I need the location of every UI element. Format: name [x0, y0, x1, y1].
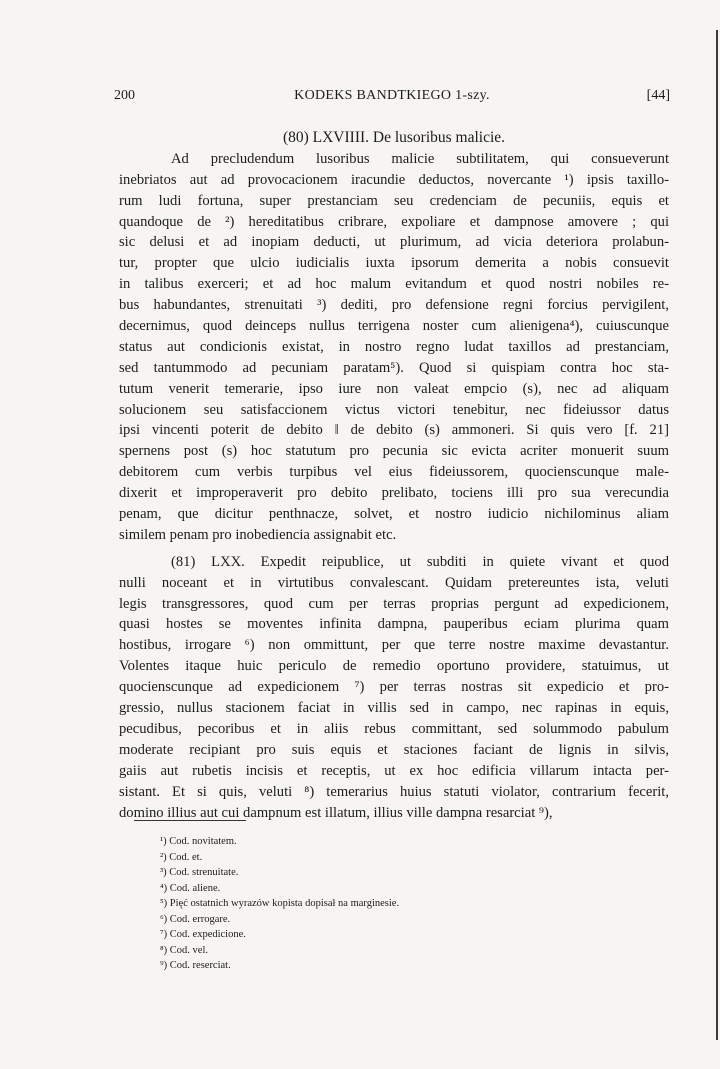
text-line: ipsi vincenti poterit de debito ‖ de debito (s) ammoneri. Si quis vero [f. 21] [119, 422, 669, 439]
text-line: dixerit et improperaverit pro debito prelibato, tociens illi pro sua verecundia [119, 485, 669, 502]
footnote: ³) Cod. strenuitate. [160, 867, 239, 878]
text-line: inebriatos aut ad provocacionem iracundie deductos, novercante ¹) ipsis taxillo- [119, 171, 669, 188]
text-line: gressio, nullus stacionem faciat in villis sed in campo, nec rapinas in equis, [119, 700, 669, 717]
page-number: 200 [114, 88, 135, 103]
text-line: status aut condicionis existat, in nostro regno ludat taxillos ad prestanciam, [119, 338, 669, 355]
text-line: Ad precludendum lusoribus malicie subtilitatem, qui consueverunt [171, 150, 669, 167]
footnote: ¹) Cod. novitatem. [160, 836, 237, 847]
text-line: Volentes itaque huic periculo de remedio oportuno providere, statuimus, ut [119, 658, 669, 675]
text-line: sed tantummodo ad pecuniam paratam⁵). Quod si quispiam contra hoc sta- [119, 359, 669, 376]
text-line: quandoque de ²) hereditatibus cribrare, expoliare et dampnose amovere ; qui [119, 213, 669, 230]
text-line: (81) LXX. Expedit reipublice, ut subditi in quiete vivant et quod [171, 553, 669, 570]
text-line: rum ludi fortuna, super prestanciam seu credenciam de pecuniis, equis et [119, 192, 669, 209]
text-line: pecudibus, pecoribus et in aliis rebus committant, sed solummodo pabulum [119, 720, 669, 737]
text-line: decernimus, quod deinceps nullus terrigena noster cum alienigena⁴), cuiuscunque [119, 318, 669, 335]
text-line: tutum venerit temerarie, ipso iure non valeat empcio (s), nec ad aliquam [119, 380, 669, 397]
section-80-body [119, 149, 669, 546]
text-line: gaiis aut rubetis incisis et receptis, ut ex hoc edificia villarum intacta per- [119, 762, 669, 779]
section-81-body [119, 552, 669, 824]
text-line: sic delusi et ad inopiam deducti, ut plurimum, ad vicia deteriora prolabun- [119, 234, 669, 251]
text-line: solucionem seu satisfaccionem victus victori tenebitur, nec fideiussor datus [119, 401, 669, 418]
text-line: nulli noceant et in virtutibus convalescant. Quidam pretereuntes ista, veluti [119, 574, 669, 591]
footnote: ⁷) Cod. expedicione. [160, 929, 246, 940]
text-line: moderate recipiant pro suis equis et staciones faciant de lignis in silvis, [119, 741, 669, 758]
text-line: legis transgressores, quod cum per terras proprias pergunt ad expedicionem, [119, 595, 669, 612]
section-title: (80) LXVIIII. De lusoribus malicie. [282, 129, 506, 146]
footnotes [160, 834, 540, 974]
footnote: ²) Cod. et. [160, 851, 203, 863]
text-line: spernens post (s) hoc statutum pro pecunia sic evicta acriter monuerit suum [119, 443, 669, 460]
footnote: ⁴) Cod. aliene. [160, 882, 221, 894]
page-edge-shadow [716, 30, 718, 1040]
text-line: hostibus, irrogare ⁶) non ommittunt, per que terre nostre maxime devastantur. [119, 637, 669, 654]
text-line: domino illius aut cui dampnum est illatum, illius ville dampna resarciat ⁹), [119, 804, 553, 821]
running-title: KODEKS BANDTKIEGO 1-szy. [294, 88, 490, 103]
footnote: ⁹) Cod. reserciat. [160, 960, 231, 971]
text-line: sistant. Et si quis, veluti ⁸) temerarius huius statuti violator, contrarium fecerit, [119, 783, 669, 800]
text-line: in talibus exerceri; et ad hoc malum evitandum et quod nostri nobiles re- [119, 276, 669, 293]
text-line: debitorem cum verbis turpibus vel eius fideiussorem, quocienscunque male- [119, 464, 669, 481]
text-line: penam, que dicitur penthnacze, solvet, et nostro iudicio nichilominus aliam [119, 506, 669, 523]
footnote: ⁵) Pięć ostatnich wyrazów kopista dopisał na marginesie. [160, 898, 400, 909]
text-line: tur, propter que ulcio iudicialis iuxta ipsorum demerita a nobis consuevit [119, 255, 669, 272]
text-line: similem penam pro inobediencia assignabit etc. [119, 526, 397, 543]
text-line: bus habundantes, strenuitati ³) dediti, pro defensione regni forcius pervigilent, [119, 297, 669, 314]
text-line: quasi hostes se moventes infinita dampna, pauperibus eciam plurima quam [119, 616, 669, 633]
footnote: ⁶) Cod. errogare. [160, 913, 231, 925]
page-reference: [44] [646, 88, 670, 103]
page-header [114, 88, 670, 108]
text-line: quocienscunque ad expedicionem ⁷) per terras nostras sit expedicio et pro- [119, 679, 669, 696]
main-text [119, 128, 669, 823]
footnote-rule [134, 820, 246, 821]
footnote: ⁸) Cod. vel. [160, 944, 208, 956]
